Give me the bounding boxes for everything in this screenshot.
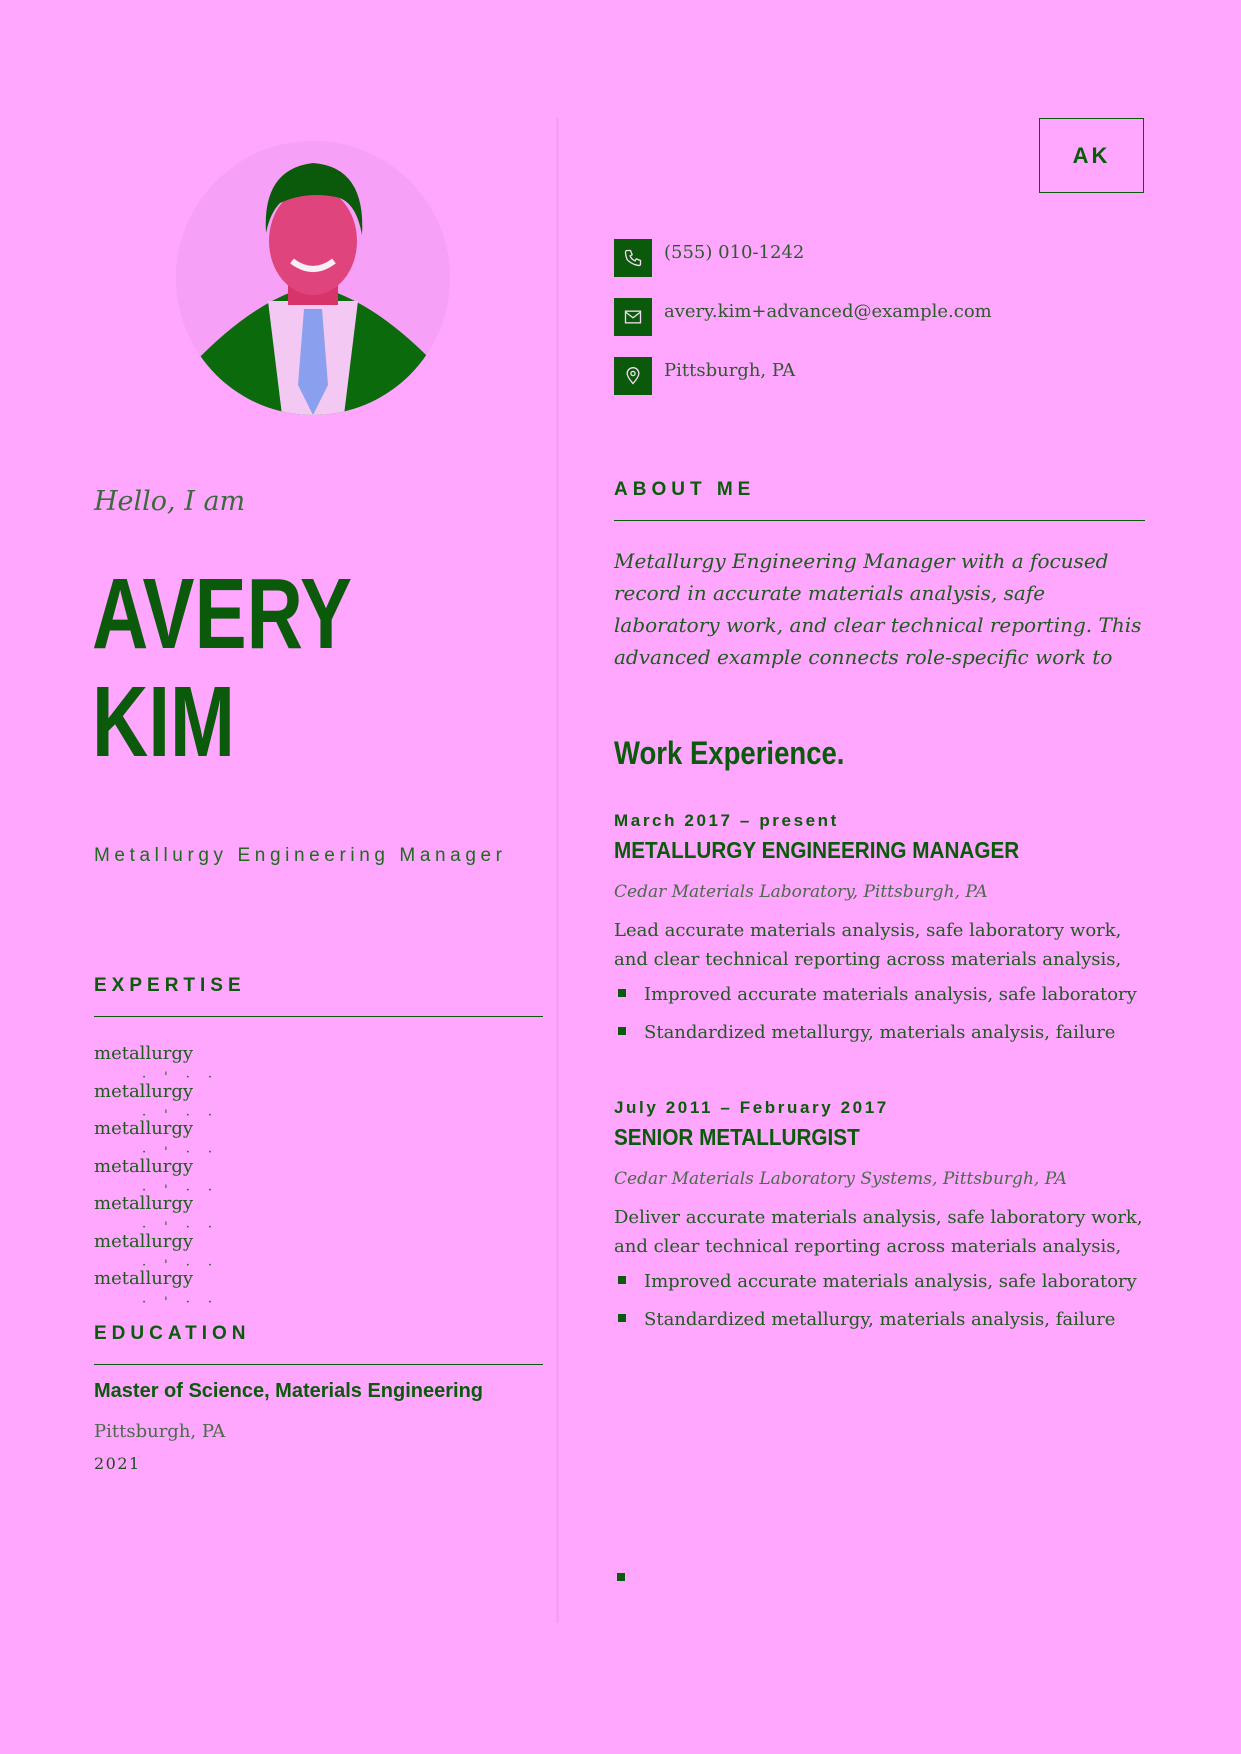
expertise-rule (94, 1016, 543, 1017)
email-text[interactable]: avery.kim+advanced@example.com (664, 300, 992, 322)
education-year: 2021 (94, 1454, 141, 1473)
bullet-square-icon (618, 1314, 626, 1322)
about-text: Metallurgy Engineering Manager with a focused record in accurate materials analysis, safe laboratory work, and clear technical reporting. This advanced example connects role-specific work to (614, 549, 1142, 669)
job-title: SENIOR METALLURGIST (614, 1124, 860, 1150)
skill-item: metallurgy ·'·· (94, 1118, 230, 1154)
bullet-square-icon (618, 989, 626, 997)
bullet-square-icon (618, 1027, 626, 1035)
skill-item: metallurgy ·'·· (94, 1193, 230, 1229)
last-name: KIM (92, 666, 235, 778)
job-entry (614, 1098, 1149, 1343)
contact-location (614, 357, 795, 395)
job-bullets (614, 980, 1149, 1045)
about-rule (614, 520, 1145, 521)
job-company: Cedar Materials Laboratory Systems, Pittsburgh, PA (614, 1169, 1067, 1189)
job-title: METALLURGY ENGINEERING MANAGER (614, 837, 1020, 863)
skill-item: metallurgy ·'·· (94, 1230, 230, 1266)
skill-item: metallurgy ·'·· (94, 1268, 230, 1304)
location-text: Pittsburgh, PA (664, 359, 796, 381)
work-experience-heading: Work Experience. (614, 735, 845, 771)
column-divider (556, 118, 559, 1623)
job-entry (614, 811, 1149, 1056)
bullet-square-icon (618, 1276, 626, 1284)
bullet-square-icon (617, 1573, 625, 1581)
first-name: AVERY (92, 558, 353, 670)
education-degree: Master of Science, Materials Engineering (94, 1380, 484, 1402)
about-heading: ABOUT ME (614, 479, 756, 500)
education-rule (94, 1364, 543, 1365)
job-bullet: Improved accurate materials analysis, safe laboratory (614, 980, 1149, 1007)
full-name (92, 560, 352, 776)
skill-item: metallurgy ·'·· (94, 1080, 230, 1116)
portrait-image (176, 141, 450, 415)
job-description: Lead accurate materials analysis, safe laboratory work, and clear technical reporting across materials analysis, (614, 920, 1122, 970)
job-dates: July 2011 – February 2017 (614, 1098, 889, 1117)
phone-icon (614, 239, 652, 277)
job-bullet: Standardized metallurgy, materials analysis, failure (614, 1018, 1149, 1045)
monogram-badge: AK (1039, 118, 1144, 193)
map-pin-icon (614, 357, 652, 395)
contact-phone (614, 239, 804, 277)
expertise-list (94, 1041, 344, 1304)
skill-item: metallurgy ·'·· (94, 1155, 230, 1191)
phone-text[interactable]: (555) 010-1242 (664, 241, 805, 263)
job-description: Deliver accurate materials analysis, safe laboratory work, and clear technical reporting across materials analysis, (614, 1207, 1143, 1257)
education-location: Pittsburgh, PA (94, 1421, 226, 1442)
greeting: Hello, I am (94, 486, 246, 517)
envelope-icon (614, 298, 652, 336)
job-bullet: Standardized metallurgy, materials analysis, failure (614, 1305, 1149, 1332)
job-company: Cedar Materials Laboratory, Pittsburgh, PA (614, 882, 988, 902)
job-role: Metallurgy Engineering Manager (94, 845, 507, 866)
education-heading: EDUCATION (94, 1323, 251, 1344)
job-bullet: Improved accurate materials analysis, safe laboratory (614, 1267, 1149, 1294)
contact-email (614, 298, 992, 336)
skill-item: metallurgy ·'·· (94, 1043, 230, 1079)
job-dates: March 2017 – present (614, 811, 839, 830)
job-bullets (614, 1267, 1149, 1332)
expertise-heading: EXPERTISE (94, 975, 246, 996)
profile-photo (176, 141, 450, 415)
